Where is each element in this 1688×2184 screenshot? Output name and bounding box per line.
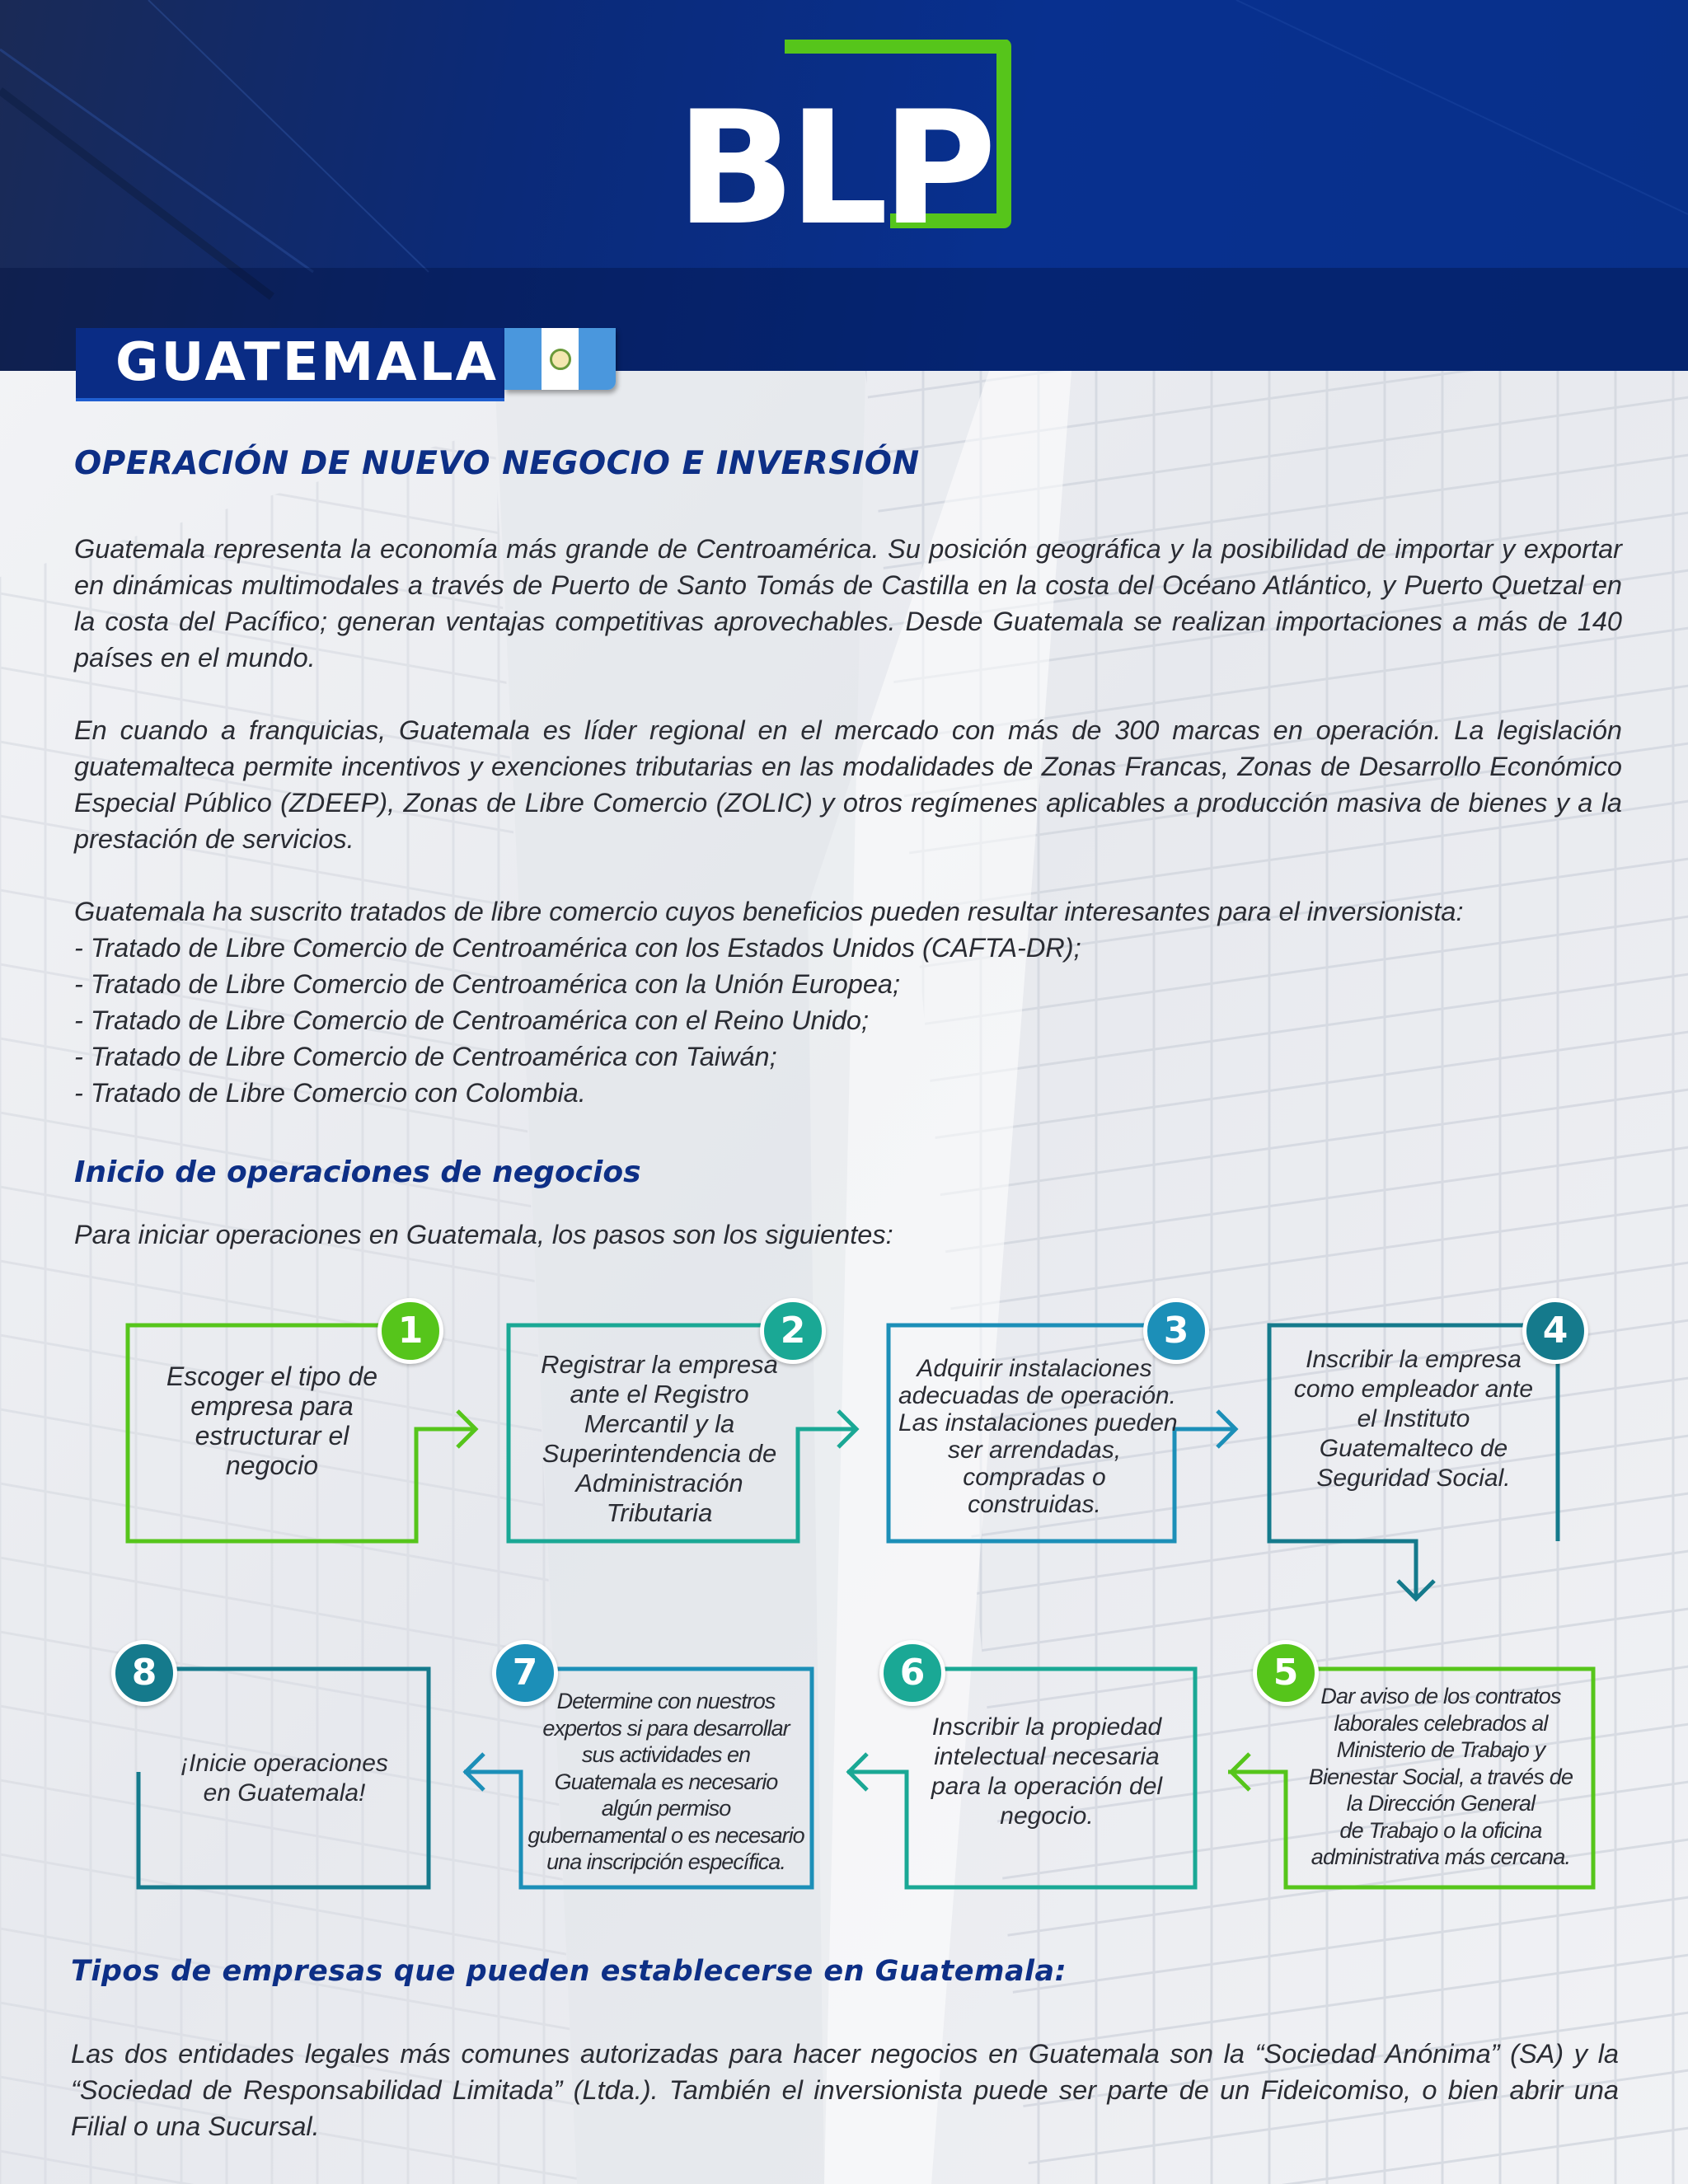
guatemala-flag-icon bbox=[504, 328, 616, 390]
step-number: 3 bbox=[1143, 1298, 1209, 1364]
step-3-text: Adquirir instalaciones adecuadas de operación. Las instalaciones pueden ser arrendadas, compradas o construidas. bbox=[898, 1355, 1178, 1518]
section-title-tipos: Tipos de empresas que pueden establecerse en Guatemala: bbox=[71, 1955, 1067, 1988]
step-5-text: Dar aviso de los contratos laborales celebrados al Ministerio de Trabajo y Bienestar Social, a través de la Dirección General de Trabajo o la oficina administrativa más cercana. bbox=[1308, 1684, 1573, 1869]
svg-text:BLP: BLP bbox=[676, 77, 991, 233]
header-banner bbox=[0, 0, 1688, 371]
treaty-item: - Tratado de Libre Comercio de Centroamérica con Taiwán; bbox=[74, 1042, 777, 1071]
section-title-operacion: OPERACIÓN DE NUEVO NEGOCIO E INVERSIÓN bbox=[74, 445, 920, 482]
step-number: 5 bbox=[1253, 1640, 1319, 1706]
step-number: 2 bbox=[760, 1298, 826, 1364]
treaties-intro: Guatemala ha suscrito tratados de libre comercio cuyos beneficios pueden resultar interesantes para el inversionista: bbox=[74, 897, 1464, 926]
treaties-list bbox=[74, 893, 1622, 1111]
step-6-text: Inscribir la propiedad intelectual necesaria para la operación del negocio. bbox=[931, 1713, 1163, 1830]
country-tab bbox=[76, 328, 504, 401]
step-4-text: Inscribir la empresa como empleador ante el Instituto Guatemalteco de Seguridad Social. bbox=[1293, 1346, 1534, 1492]
treaty-item: - Tratado de Libre Comercio de Centroamérica con los Estados Unidos (CAFTA-DR); bbox=[74, 933, 1081, 963]
step-number: 6 bbox=[879, 1640, 945, 1706]
step-number: 8 bbox=[111, 1640, 177, 1706]
step-8-text: ¡Inicie operaciones en Guatemala! bbox=[181, 1750, 388, 1807]
paragraph-tipos-empresas: Las dos entidades legales más comunes autorizadas para hacer negocios en Guatemala son la “Sociedad Anónima” (SA) y la “Sociedad de Responsabilidad Limitada” (Ltda.). También el inversionista puede ser parte de un Fideicomiso, o bien abrir una Filial o una Sucursal. bbox=[71, 2039, 1619, 2141]
treaty-item: - Tratado de Libre Comercio con Colombia. bbox=[74, 1078, 586, 1108]
step-1-text: Escoger el tipo de empresa para estructurar el negocio bbox=[166, 1361, 378, 1480]
step-1-arrow bbox=[457, 1411, 476, 1447]
step-2-text: Registrar la empresa ante el Registro Mercantil y la Superintendencia de Administración Tributaria bbox=[541, 1350, 778, 1527]
process-diagram bbox=[0, 1286, 1688, 1912]
step-number: 1 bbox=[377, 1298, 443, 1364]
treaty-item: - Tratado de Libre Comercio de Centroamérica con el Reino Unido; bbox=[74, 1005, 870, 1035]
paragraph-franquicias: En cuando a franquicias, Guatemala es líder regional en el mercado con más de 300 marcas en operación. La legislación guatemalteca permite incentivos y exenciones tributarias en las modalidades de Zonas Francas, Zonas de Desarrollo Económico Especial Público (ZDEEP), Zonas de Libre Comercio (ZOLIC) y otros regímenes aplicables a producción masiva de bienes y a la prestación de servicios. bbox=[74, 715, 1622, 854]
paragraph-economia: Guatemala representa la economía más grande de Centroamérica. Su posición geográfica y la posibilidad de importar y exportar en dinámicas multimodales a través de Puerto de Santo Tomás de Castilla en la costa del Océano Atlántico, y Puerto Quetzal en la costa del Pacífico; generan ventajas competitivas aprovechables. Desde Guatemala se realizan importaciones a más de 140 países en el mundo. bbox=[74, 534, 1622, 673]
blp-logo bbox=[676, 40, 1014, 233]
step-7-text: Determine con nuestros expertos si para desarrollar sus actividades en Guatemala es necesario algún permiso gubernamental o es necesario una inscripción específica. bbox=[528, 1689, 804, 1874]
step-number: 4 bbox=[1522, 1298, 1588, 1364]
country-name: GUATEMALA bbox=[115, 332, 499, 393]
steps-intro: Para iniciar operaciones en Guatemala, los pasos son los siguientes: bbox=[74, 1220, 893, 1249]
step-number: 7 bbox=[492, 1640, 558, 1706]
treaty-item: - Tratado de Libre Comercio de Centroamérica con la Unión Europea; bbox=[74, 969, 900, 999]
section-title-inicio: Inicio de operaciones de negocios bbox=[74, 1155, 641, 1189]
